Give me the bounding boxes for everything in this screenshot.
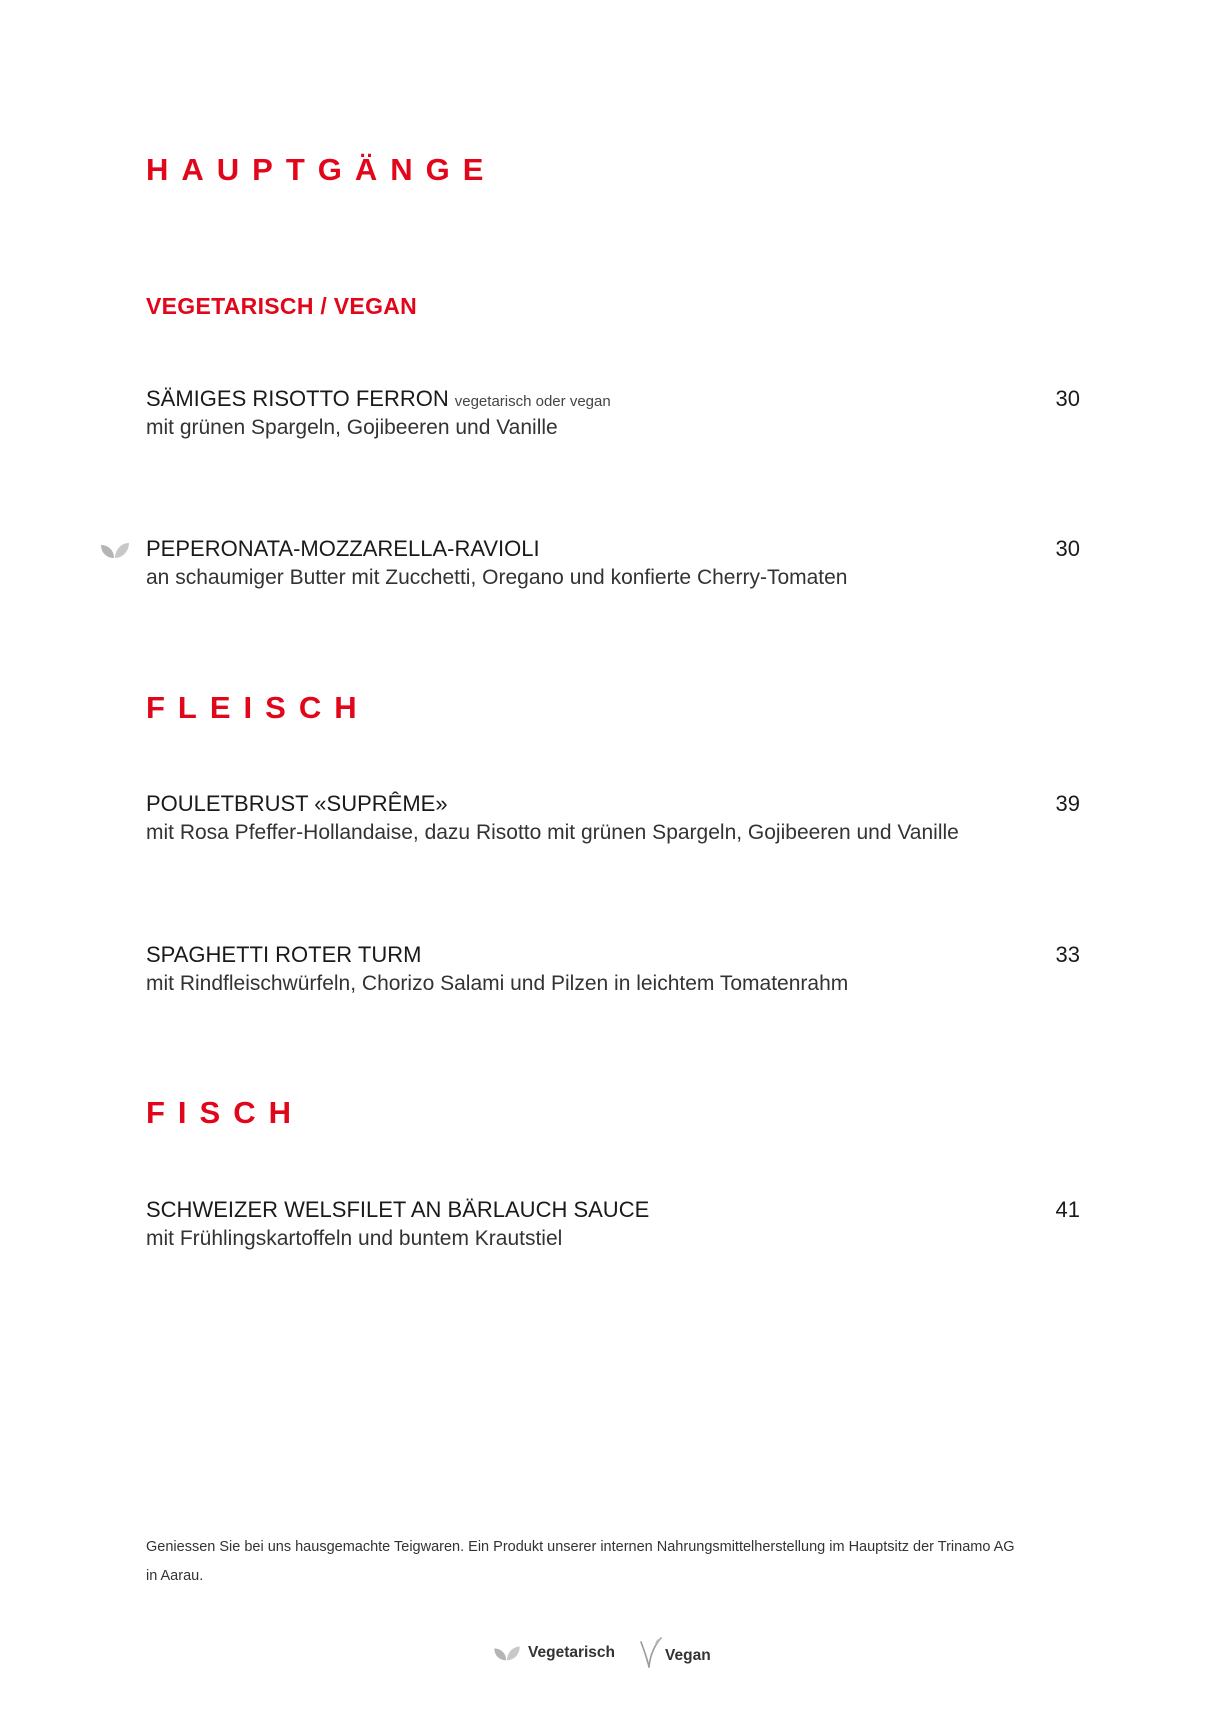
dish-name: SPAGHETTI ROTER TURM <box>146 942 422 967</box>
footnote-line: Geniessen Sie bei uns hausgemachte Teigwaren. Ein Produkt unserer internen Nahrungsmittelherstellung im Hauptsitz der Trinamo AG <box>146 1539 1015 1555</box>
dish-description: mit Rindfleischwürfeln, Chorizo Salami und Pilzen in leichtem Tomatenrahm <box>146 972 849 995</box>
section-heading-fleisch: FLEISCH <box>146 690 370 725</box>
menu-item <box>146 941 1086 999</box>
section-heading-vegetarisch: VEGETARISCH / VEGAN <box>146 293 418 319</box>
page-title: HAUPTGÄNGE <box>146 152 497 187</box>
diet-legend <box>0 1633 1222 1673</box>
vegetarian-leaf-icon <box>493 1643 521 1663</box>
dish-name: SCHWEIZER WELSFILET AN BÄRLAUCH SAUCE <box>146 1197 650 1222</box>
legend-item-vegan <box>639 1633 711 1673</box>
dish-description: an schaumiger Butter mit Zucchetti, Oregano und konfierte Cherry-Tomaten <box>146 566 848 589</box>
dish-name: PEPERONATA-MOZZARELLA-RAVIOLI <box>146 536 540 561</box>
vegan-v-icon <box>639 1636 663 1670</box>
vegetarian-leaf-icon <box>100 539 130 561</box>
dish-description: mit Frühlingskartoffeln und buntem Krautstiel <box>146 1227 563 1250</box>
legend-item-vegetarian <box>493 1633 615 1673</box>
dish-description: mit Rosa Pfeffer-Hollandaise, dazu Risotto mit grünen Spargeln, Gojibeeren und Vanille <box>146 821 959 844</box>
legend-label: Vegetarisch <box>528 1644 616 1661</box>
dish-name: SÄMIGES RISOTTO FERRON <box>146 386 449 411</box>
dish-note: vegetarisch oder vegan <box>454 393 611 410</box>
dish-price: 41 <box>1055 1197 1080 1222</box>
dish-price: 30 <box>1055 536 1080 561</box>
menu-item <box>146 535 1086 593</box>
menu-item <box>146 1196 1086 1254</box>
footnote-line: in Aarau. <box>146 1568 204 1584</box>
legend-label: Vegan <box>665 1647 711 1664</box>
menu-item <box>146 385 1086 443</box>
dish-price: 33 <box>1055 942 1080 967</box>
dish-name: POULETBRUST «SUPRÊME» <box>146 791 448 816</box>
footnote <box>146 1533 1086 1591</box>
dish-price: 39 <box>1055 791 1080 816</box>
dish-price: 30 <box>1055 386 1080 411</box>
section-heading-fisch: FISCH <box>146 1095 304 1130</box>
dish-description: mit grünen Spargeln, Gojibeeren und Vanille <box>146 416 558 439</box>
menu-item <box>146 790 1086 848</box>
